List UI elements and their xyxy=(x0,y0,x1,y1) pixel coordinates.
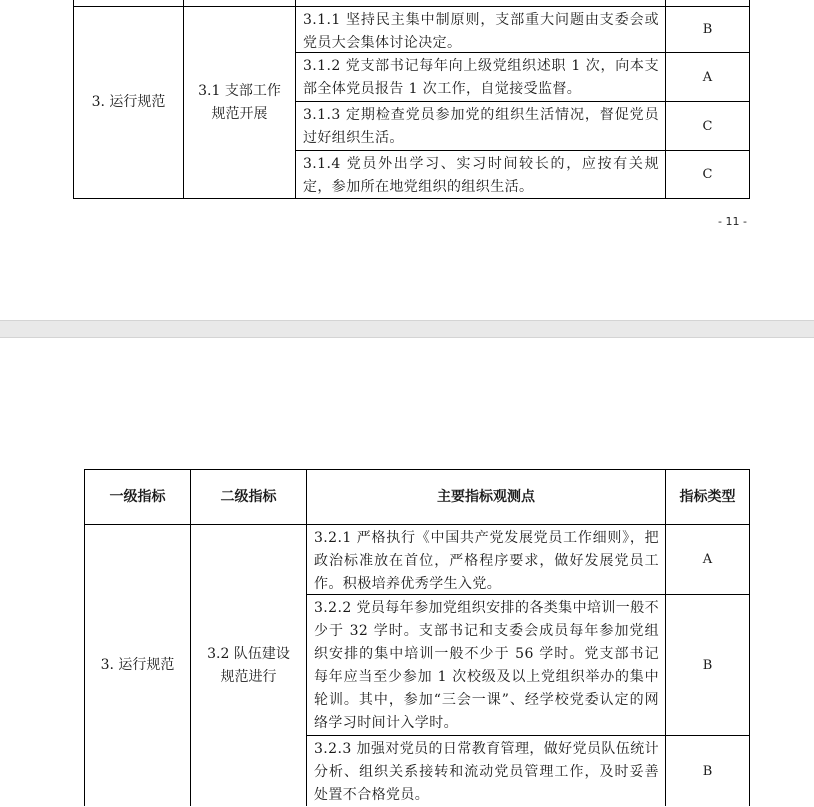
document-page-11 xyxy=(0,0,814,320)
observation-cell: 3.2.3 加强对党员的日常教育管理，做好党员队伍统计分析、组织关系接转和流动党员管理工作，及时妥善处置不合格党员。 xyxy=(314,741,659,803)
table-rule xyxy=(749,0,750,199)
indicator-type-cell: B xyxy=(702,22,713,37)
indicator-type-cell: C xyxy=(702,167,713,182)
indicator-type-cell: B xyxy=(702,763,713,779)
table-rule xyxy=(749,469,750,806)
page-number: - 11 - xyxy=(718,215,747,228)
indicator-type-cell: C xyxy=(702,118,713,134)
header-level1: 一级指标 xyxy=(109,488,166,505)
indicator-type-cell: A xyxy=(702,552,713,567)
observation-cell: 3.1.2 党支部书记每年向上级党组织述职 1 次，向本支部全体党员报告 1 次工作，自觉接受监督。 xyxy=(303,58,659,97)
observation-cell: 3.1.1 坚持民主集中制原则，支部重大问题由支委会或党员大会集体讨论决定。 xyxy=(303,12,659,51)
observation-cell: 3.2.2 党员每年参加党组织安排的各类集中培训一般不少于 32 学时。支部书记和支委会成员每年参加党组织安排的集中培训一般不少于 56 学时。党支部书记每年应当至少参加 1 次校级及以上党组织举办的集中轮训。其中，参加“三会一课”、经学校党委认定的网络学习时间计入学时。 xyxy=(314,600,659,731)
observation-cell: 3.2.1 严格执行《中国共产党发展党员工作细则》，把政治标准放在首位，严格程序要求，做好发展党员工作。积极培养优秀学生入党。 xyxy=(314,530,659,592)
level2-indicator-cell: 3.2 队伍建设规范进行 xyxy=(207,645,290,685)
indicator-type-cell: B xyxy=(702,657,713,673)
header-observation-points: 主要指标观测点 xyxy=(437,488,535,505)
observation-cell: 3.1.4 党员外出学习、实习时间较长的，应按有关规定，参加所在地党组织的组织生活。 xyxy=(303,156,659,195)
header-level2: 二级指标 xyxy=(220,488,277,505)
document-page-12 xyxy=(0,338,814,806)
header-indicator-type: 指标类型 xyxy=(679,488,736,505)
level1-indicator-cell: 3. 运行规范 xyxy=(100,657,175,673)
level2-indicator-cell: 3.1 支部工作规范开展 xyxy=(198,82,281,122)
observation-cell: 3.1.3 定期检查党员参加党的组织生活情况，督促党员过好组织生活。 xyxy=(303,107,659,146)
indicator-type-cell: A xyxy=(702,69,713,85)
level1-indicator-cell: 3. 运行规范 xyxy=(91,94,166,110)
page-separator xyxy=(0,320,814,338)
